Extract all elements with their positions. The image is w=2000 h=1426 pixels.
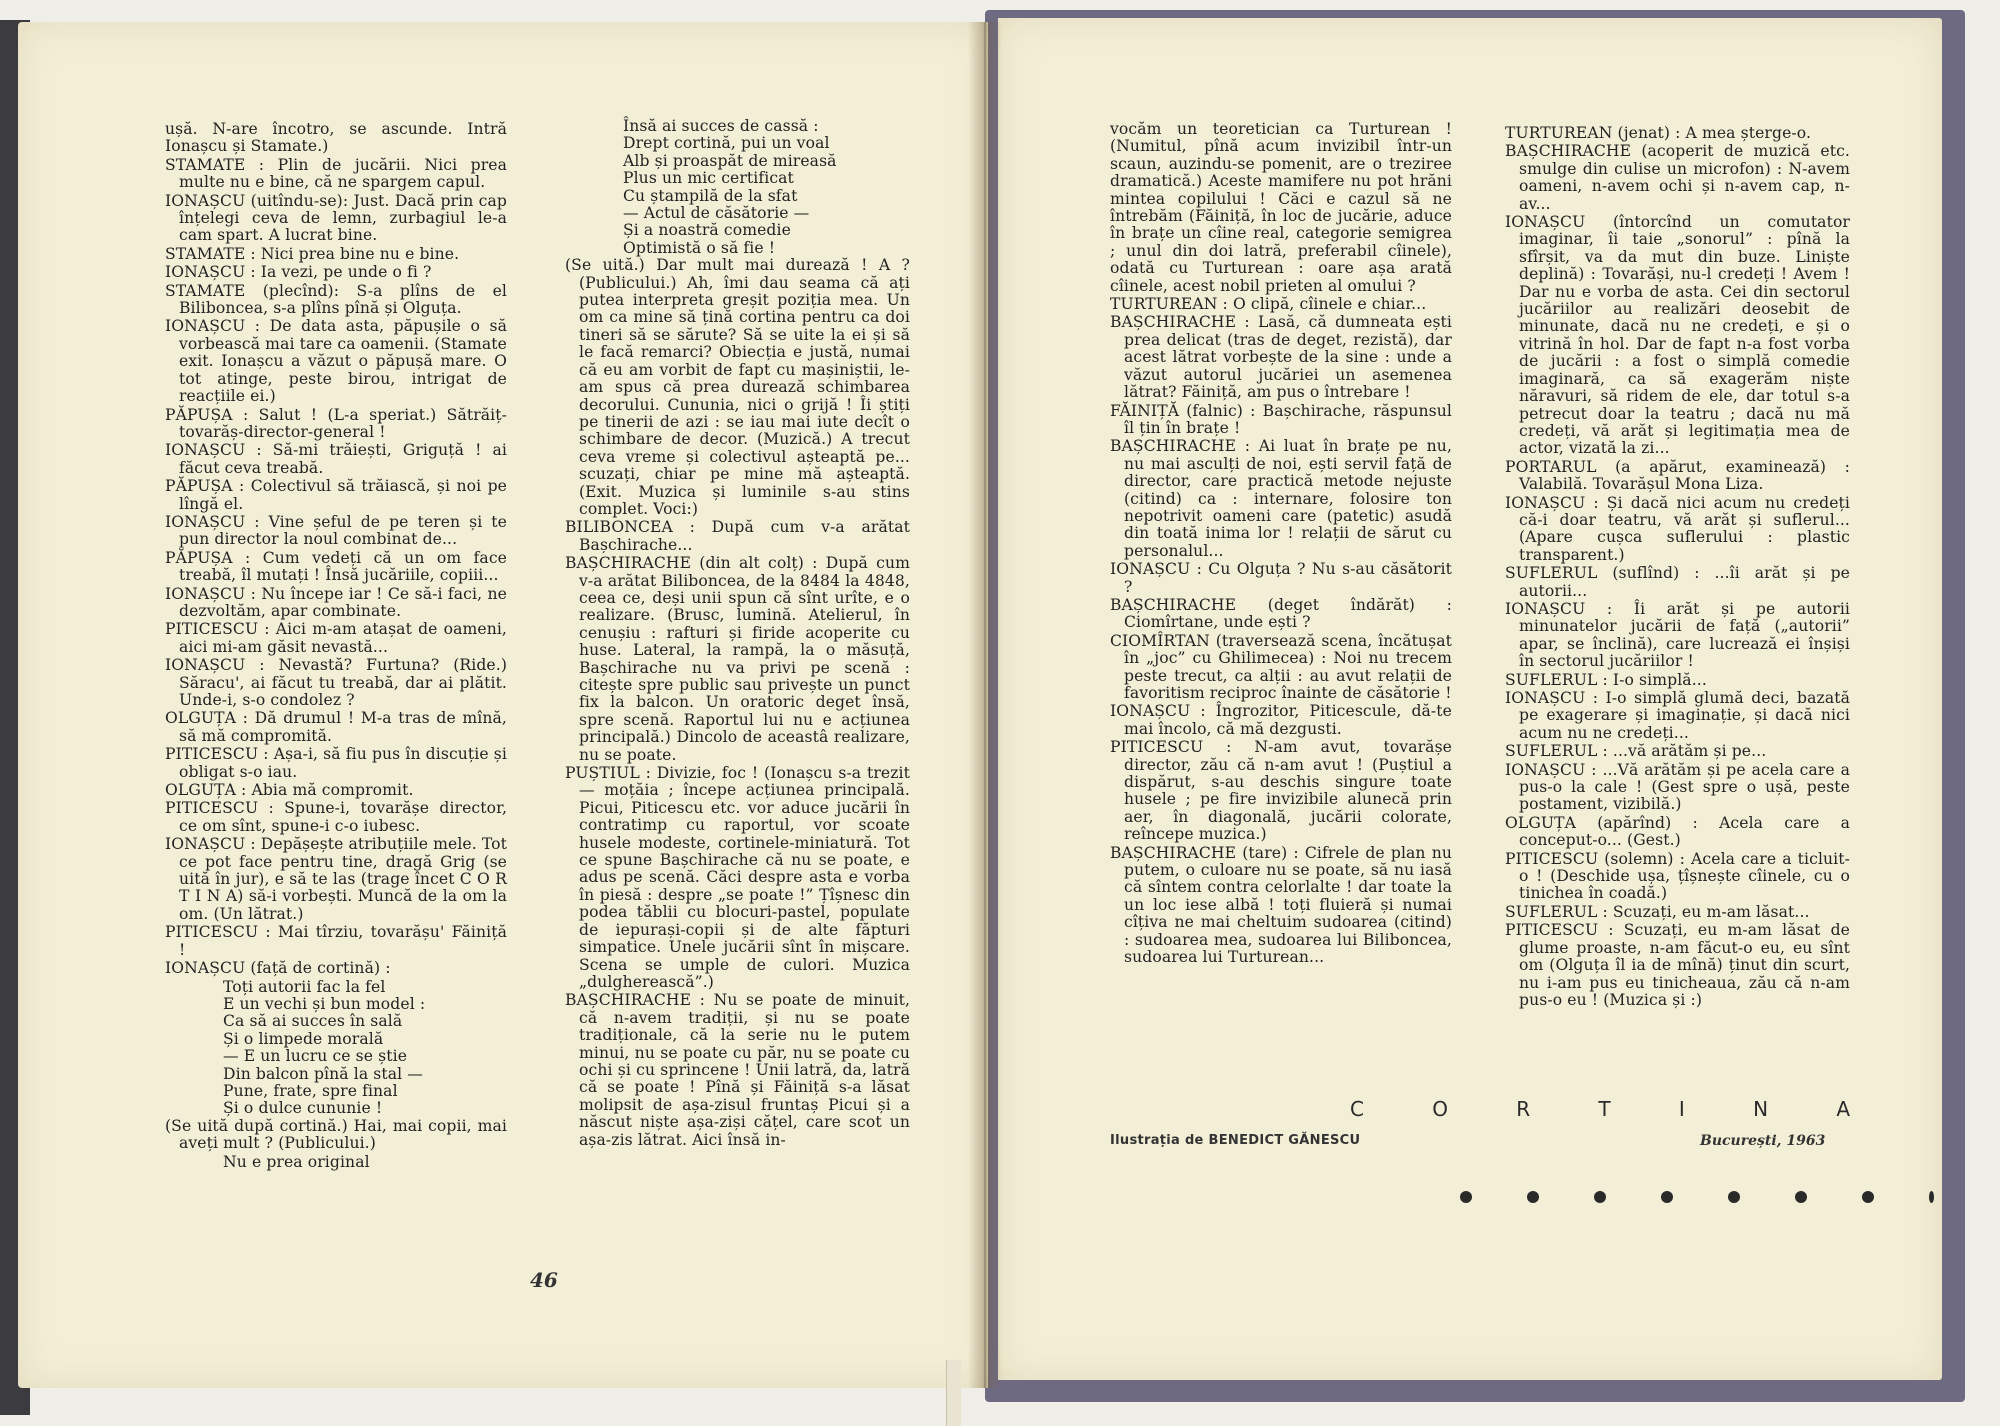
text-paragraph: Și a noastră comedie: [623, 221, 791, 240]
text-paragraph: BAȘCHIRACHE : Nu se poate de minuit, că n-avem tradiții, și nu se poate tradiționale, că la serie nu le putem minui, nu se poate cu păr, nu se poate cu ochi și cu sprincene ! Unii latră, da, latră că se poate ! Pînă și Făiniță s-a lăsat molipsit de așa-zisul fruntaș Picui și a născut niște așa-ziși cățel, care scot un așa-zis lătrat. Aici însă in-: [565, 991, 910, 1149]
text-paragraph: STAMATE (plecînd): S-a plîns de el Biliboncea, s-a plîns pînă și Olguța.: [165, 281, 507, 318]
text-paragraph: BAȘCHIRACHE (tare) : Cifrele de plan nu putem, o culoare nu se poate, să nu iasă că sîntem contra celorlalte ! dar toate la un loc iese albă ! toți fluieră și numai cîțiva ne mai cheltuim sudoarea (citind) : sudoarea mea, sudoarea lui Biliboncea, sudoarea lui Turturean...: [1110, 843, 1452, 967]
text-paragraph: — Actul de căsătorie —: [623, 204, 810, 223]
text-paragraph: TURTUREAN (jenat) : A mea șterge-o.: [1505, 124, 1812, 142]
text-paragraph: vocăm un teoretician ca Turturean ! (Numitul, pînă acum invizibil într-un scaun, auzindu-se pomenit, are o treziree dramatică.) Aceste mamifere nu pot hrăni mintea copilului ! Căci e cazul să ne întrebăm (Făiniță, în loc de jucărie, aduce în brațe un cîine real, categorie semigrea ; unul din doi latră, preferabil cîinele), odată cu Turturean : oare așa arată cîinele, acest nobil prieten al omului ?: [1110, 120, 1452, 295]
text-paragraph: PITICESCU : Scuzați, eu m-am lăsat de glume proaste, n-am făcut-o eu, eu sînt om (Olguța îl ia de mînă) ținut din scurt, nu i-am pus eu tinicheaua, zău că n-am pus-o eu ! (Muzica și :): [1505, 921, 1850, 1009]
text-paragraph: Și o dulce cununie !: [223, 1099, 383, 1118]
text-paragraph: Toți autorii fac la fel: [223, 977, 386, 996]
text-paragraph: PITICESCU : Spune-i, tovarășe director, ce om sînt, spune-i c-o iubesc.: [165, 799, 507, 835]
text-paragraph: STAMATE : Nici prea bine nu e bine.: [165, 244, 460, 263]
text-paragraph: IONAȘCU : Ia vezi, pe unde o fi ?: [165, 263, 432, 282]
page-number: 46: [530, 1268, 558, 1292]
text-paragraph: PORTARUL (a apărut, examinează) : Valabilă. Tovarășul Mona Liza.: [1505, 457, 1850, 494]
dot-ornament: [1728, 1191, 1740, 1203]
text-paragraph: PITICESCU : N-am avut, tovarășe director, zău că n-am avut ! (Puștiul a dispărut, s-au deschis singure toate husele ; pe fire invizibile alunecă prin aer, în diagonală, jucării colorate, reîncepe muzica.): [1110, 738, 1452, 844]
dot-ornament: [1929, 1191, 1934, 1203]
decorative-dots: [1460, 1191, 1940, 1211]
text-paragraph: IONAȘCU : I-o simplă glumă deci, bazată pe exagerare și imaginație, și dacă nici acum nu ne credeți...: [1505, 689, 1850, 742]
text-paragraph: Ca să ai succes în sală: [223, 1012, 403, 1031]
text-paragraph: BILIBONCEA : După cum v-a arătat Bașchirache...: [565, 518, 910, 554]
text-paragraph: SUFLERUL : I-o simplă...: [1505, 670, 1707, 689]
cortina-letter: O: [1432, 1097, 1448, 1121]
cortina-letter: I: [1678, 1097, 1685, 1121]
text-paragraph: CIOMÎRTAN (traversează scena, încătușat în „joc” cu Ghilimecea) : Noi nu trecem peste trecut, ca alții : au avut relații de favoritism reciproc înainte de căsătorie !: [1110, 631, 1452, 702]
cortina-letter: A: [1836, 1097, 1850, 1121]
text-paragraph: OLGUȚA : Dă drumul ! M-a tras de mînă, să mă compromită.: [165, 709, 507, 745]
text-paragraph: Din balcon pînă la stal —: [223, 1064, 423, 1083]
text-paragraph: Drept cortină, pui un voal: [623, 134, 830, 153]
text-paragraph: Plus un mic certificat: [623, 169, 794, 188]
text-paragraph: BAȘCHIRACHE : Ai luat în brațe pe nu, nu mai asculți de noi, ești servil față de director, care practică metode nejuste (citind) ca : internare, folosire ton nepotrivit oameni care (patetic) asudă din toată inima lor ! relații de sărut cu personalul...: [1110, 437, 1452, 560]
cortina-letter: T: [1598, 1097, 1611, 1121]
dot-ornament: [1862, 1191, 1874, 1203]
text-paragraph: BAȘCHIRACHE (din alt colț) : După cum v-a arătat Biliboncea, de la 8484 la 4848, ceea ce, deși unii spun că sînt urîte, e o realizare. (Brusc, lumină. Atelierul, în cenușiu : rafturi și firide acoperite cu huse. Lateral, la rampă, la o măsuță, Bașchirache nu va privi pe scenă : citește spre public sau privește un punct fix la balcon. Un oratoric deget însă, spre scenă. Raportul lui nu e acțiunea principală.) Dincolo de aceastâ realizare, nu se poate.: [565, 554, 910, 764]
text-paragraph: BAȘCHIRACHE : Lasă, că dumneata ești prea delicat (tras de deget, rezistă), dar acest lătrat vorbește de la sine : unde a văzut autorul jucăriei un asemenea lătrat? Făiniță, am pus o întrebare !: [1110, 313, 1452, 402]
text-paragraph: SUFLERUL (suflînd) : ...îi arăt și pe autorii...: [1505, 564, 1850, 600]
cortina-letter: R: [1516, 1097, 1531, 1121]
text-paragraph: (Se uită.) Dar mult mai durează ! A ? (Publicului.) Ah, îmi dau seama că ați putea interpreta greșit poziția mea. Un om ca mine să țină cortina pentru ca doi tineri să se sărute? Să se uite la ei și să le facă remarci? Obiecția e justă, numai că eu am vorbit de fapt cu mașiniștii, le-am spus că prea durează schimbarea decorului. Cununia, nici o grijă ! Îi știți pe tinerii de azi : se iau mai iute decît o schimbare de decor. (Muzică.) A trecut ceva vreme și colectivul așteaptă pe... scuzați, chiar pe mine mă așteaptă. (Exit. Muzica și luminile s-au stins complet. Voci:): [565, 256, 910, 518]
text-paragraph: IONAȘCU : ...Vă arătăm și pe acela care a pus-o la cale ! (Gest spre o ușă, peste postament, vizibilă.): [1505, 760, 1850, 814]
text-paragraph: (Se uită după cortină.) Hai, mai copii, mai aveți mult ? (Publicului.): [165, 1116, 507, 1153]
text-paragraph: PĂPUȘA : Salut ! (L-a speriat.) Sătrăiț-tovarăș-director-general !: [165, 405, 507, 441]
text-paragraph: STAMATE : Plin de jucării. Nici prea multe nu e bine, că ne spargem capul.: [165, 155, 507, 192]
text-paragraph: IONAȘCU : Să-mi trăiești, Griguță ! ai făcut ceva treabă.: [165, 441, 507, 477]
text-paragraph: Optimistă o să fie !: [623, 238, 776, 257]
text-paragraph: SUFLERUL : ...vă arătăm și pe...: [1505, 742, 1767, 761]
text-paragraph: — E un lucru ce se știe: [223, 1047, 408, 1066]
left-page-column-1: [165, 121, 507, 1171]
text-paragraph: IONAȘCU : Îngrozitor, Piticescule, dă-te mai încolo, că mă dezgusti.: [1110, 702, 1452, 738]
text-paragraph: SUFLERUL : Scuzați, eu m-am lăsat...: [1505, 902, 1810, 921]
cortina-letter: N: [1753, 1097, 1769, 1121]
book-gutter: [968, 22, 1002, 1388]
text-paragraph: IONAȘCU : Vine șeful de pe teren și te pun director la noul combinat de...: [165, 512, 507, 549]
cortina-letter: C: [1350, 1097, 1364, 1121]
text-paragraph: IONAȘCU : Și dacă nici acum nu credeți că-i doar teatru, vă arăt și suflerul... (Apare cușca suflerului : plastic transparent.): [1505, 493, 1850, 564]
dot-ornament: [1527, 1191, 1539, 1203]
text-paragraph: PITICESCU : Aici m-am atașat de oameni, aici mi-am găsit nevastă...: [165, 620, 507, 656]
text-paragraph: Și o limpede morală: [223, 1029, 384, 1048]
text-paragraph: PĂPUȘA : Cum vedeți că un om face treabă, îl mutați ! Însă jucăriile, copiii...: [165, 548, 507, 585]
dot-ornament: [1460, 1191, 1472, 1203]
text-paragraph: IONAȘCU : Depășește atribuțiile mele. Tot ce pot face pentru tine, dragă Grig (se uită în jur), e să te las (trage încet C O R T I N A) să-i vorbești. Muncă de la om la om. (Un lătrat.): [165, 835, 507, 923]
text-paragraph: IONAȘCU : Îi arăt și pe autorii minunatelor jucării de față („autorii” apar, se înclină), care lucrează ei înșiși în sectorul jucăriilor !: [1505, 599, 1850, 671]
text-paragraph: PITICESCU : Așa-i, să fiu pus în discuție și obligat s-o iau.: [165, 745, 507, 781]
text-paragraph: Pune, frate, spre final: [223, 1081, 398, 1100]
text-paragraph: BAȘCHIRACHE (deget îndărăt) : Ciomîrtane, unde ești ?: [1110, 595, 1452, 632]
left-page-column-2: [565, 118, 910, 1150]
text-paragraph: TURTUREAN : O clipă, cîinele e chiar...: [1110, 295, 1427, 314]
text-paragraph: BAȘCHIRACHE (acoperit de muzică etc. smulge din culise un microfon) : N-avem oameni, n-avem ochi și n-avem cap, n-av...: [1505, 142, 1850, 213]
right-page-column-2: [1505, 125, 1850, 1010]
illustration-credit: Ilustrația de BENEDICT GĂNESCU: [1110, 1133, 1361, 1148]
text-paragraph: IONAȘCU : Nu începe iar ! Ce să-i faci, ne dezvoltăm, apar combinate.: [165, 584, 507, 620]
text-paragraph: Însă ai succes de cassă :: [623, 117, 819, 135]
right-page-column-1: [1110, 121, 1452, 968]
text-paragraph: OLGUȚA (apărînd) : Acela care a conceput-o... (Gest.): [1505, 813, 1850, 850]
text-paragraph: IONAȘCU : De data asta, păpușile o să vorbească mai tare ca oamenii. (Stamate exit. Ionașcu a văzut o păpușă mare. O tot atinge, peste birou, intrigat de reacțiile ei.): [165, 317, 507, 406]
dot-ornament: [1594, 1191, 1606, 1203]
dot-ornament: [1795, 1191, 1807, 1203]
text-paragraph: IONAȘCU (față de cortină) :: [165, 959, 391, 978]
text-paragraph: IONAȘCU (uitîndu-se): Just. Dacă prin cap înțelegi ceva de lemn, zurbagiul le-a cam spart. A lucrat bine.: [165, 191, 507, 245]
text-paragraph: E un vechi și bun model :: [223, 994, 426, 1013]
bookmark-ribbon: [946, 1360, 961, 1426]
text-paragraph: IONAȘCU (întorcînd un comutator imaginar, îi taie „sonorul” : pînă la sfîrșit, va da mut din buze. Liniște deplină) : Tovarăși, nu-l credeți ! Avem ! Dar nu e vorba de asta. Cei din sectorul jucăriilor au realizări deosebit de minunate, dacă nu ne credeți, e și o vitrină în hol. Dar de fapt n-a fost vorba de jucării : a fost o simplă comedie imaginară, ca să exagerăm niște năravuri, să ridem de ele, dar totul s-a petrecut doar la teatru ; dacă nu mă credeți, vă arăt și legitimația mea de actor, vizată la zi...: [1505, 213, 1850, 458]
text-paragraph: PUȘTIUL : Divizie, foc ! (Ionașcu s-a trezit — moțăia ; începe acțiunea principală. Picui, Piticescu etc. vor aduce jucării în contratimp cu raportul, vor scoate husele modeste, cortinele-miniatură. Tot ce spune Bașchirache că nu se poate, e adus pe scenă. Căci despre asta e vorba în piesă : despre „se poate !” Țîșnesc din podea tăblii cu blocuri-pastel, populate de iepurași-copii și de alte făpturi simpatice. Unele jucării sînt în mișcare. Scena se umple de culori. Muzica „dulgherească”.): [565, 764, 910, 991]
text-paragraph: Alb și proaspăt de mireasă: [623, 151, 837, 170]
text-paragraph: PITICESCU : Mai tîrziu, tovarășu' Făiniță !: [165, 923, 507, 959]
dot-ornament: [1661, 1191, 1673, 1203]
cortina-heading: [1350, 1097, 1850, 1121]
text-paragraph: OLGUȚA : Abia mă compromit.: [165, 781, 414, 800]
text-paragraph: IONAȘCU : Nevastă? Furtuna? (Ride.) Săracu', ai făcut tu treabă, dar ai plătit. Unde-i, s-o condolez ?: [165, 656, 507, 709]
text-paragraph: ușă. N-are încotro, se ascunde. Intră Ionașcu și Stamate.): [165, 120, 507, 156]
place-date: București, 1963: [1700, 1133, 1826, 1149]
text-paragraph: FĂINIȚĂ (falnic) : Bașchirache, răspunsul îl țin în brațe !: [1110, 401, 1452, 437]
text-paragraph: PĂPUȘA : Colectivul să trăiască, și noi pe lîngă el.: [165, 477, 507, 513]
text-paragraph: PITICESCU (solemn) : Acela care a ticluit-o ! (Deschide ușa, țîșnește cîinele, cu o tinichea în coadă.): [1505, 849, 1850, 903]
text-paragraph: Nu e prea original: [223, 1152, 370, 1171]
text-paragraph: Cu ștampilă de la sfat: [623, 186, 798, 205]
text-paragraph: IONAȘCU : Cu Olguța ? Nu s-au căsătorit ?: [1110, 560, 1452, 596]
